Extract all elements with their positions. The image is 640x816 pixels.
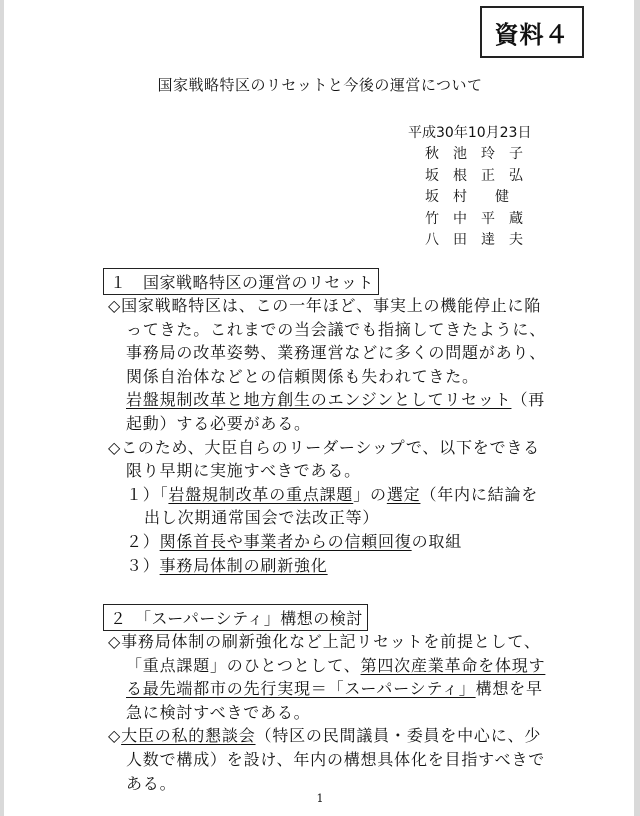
author-surname: 坂 根 [425, 167, 467, 184]
paragraph-text: ◇国家戦略特区は、この一年ほど、事実上の機能停止に陥ってきた。これまでの当会議でも指摘してきたように、事務局の改革姿勢、業務運営などに多くの問題があり、関係自治体などとの信頼関係も失われてきた。 [108, 296, 547, 386]
item-mid: の取組 [411, 531, 463, 551]
author-given: 平 蔵 [481, 210, 523, 227]
item-underlined: 事務局体制の刷新強化 [159, 555, 328, 575]
underlined-phrase: 第四次産業革命を体現する最先端都市の先行実現＝「スーパーシティ」 [126, 655, 546, 699]
author-name [425, 187, 523, 209]
document-title: 国家戦略特区のリセットと今後の運営について [157, 76, 483, 94]
item-pre: 「 [159, 484, 169, 504]
author-given: 正 弘 [481, 167, 523, 184]
author-given: 玲 子 [481, 146, 523, 162]
author-name [425, 230, 523, 252]
section-1-body [108, 294, 548, 577]
item-number: ２） [126, 531, 160, 551]
section-1-item-3 [108, 554, 548, 578]
document-label: 資料４ [480, 6, 584, 58]
section-2-paragraph-1 [108, 630, 548, 724]
item-underlined: 岩盤規制改革の重点課題 [168, 484, 354, 504]
paragraph-tail: 構想を早急に検討すべきである。 [126, 679, 543, 722]
author-name [425, 144, 523, 166]
document-date: 平成30年10月23日 [408, 125, 532, 141]
paragraph-tail: （特区の民間議員・委員を中心に、少人数で構成）を設け、年内の構想具体化を目指すべきである。 [126, 726, 546, 793]
paragraph-tail: （再起動）する必要がある。 [126, 390, 546, 433]
section-1-item-2 [108, 530, 548, 554]
section-2-heading: ２ 「スーパーシティ」構想の検討 [103, 604, 368, 631]
item-number: ３） [126, 555, 160, 575]
author-given: 達 夫 [481, 232, 523, 248]
section-2-body [108, 630, 548, 795]
item-underlined: 関係首長や事業者からの信頼回復 [159, 531, 412, 551]
author-surname: 八 田 [425, 232, 467, 248]
item-number: １） [126, 484, 160, 504]
item-underlined-2: 選定 [386, 484, 421, 504]
author-surname: 竹 中 [425, 210, 467, 227]
paragraph-pre: ◇事務局体制の刷新強化など上記リセットを前提として、「重点課題」のひとつとして、 [108, 632, 541, 675]
author-given: 健 [481, 189, 509, 205]
section-1-item-1 [108, 483, 548, 530]
author-list [425, 144, 523, 252]
paragraph-pre: ◇ [108, 726, 122, 746]
section-1-paragraph-2: ◇このため、大臣自らのリーダーシップで、以下をできる限り早期に実施すべきである。 [108, 437, 540, 481]
author-surname: 坂 村 [425, 189, 467, 205]
author-name [425, 166, 523, 188]
section-1-paragraph-1 [108, 294, 548, 436]
author-name [425, 209, 523, 231]
section-2-paragraph-2 [108, 724, 548, 795]
underlined-phrase: 大臣の私的懇談会 [121, 726, 256, 746]
author-surname: 秋 池 [425, 146, 467, 162]
item-tail: （年内に結論を出し次期通常国会で法改正等） [144, 484, 539, 528]
item-mid: 」の [353, 484, 387, 504]
section-1-heading: １ 国家戦略特区の運営のリセット [103, 268, 379, 295]
underlined-phrase: 岩盤規制改革と地方創生のエンジンとしてリセット [126, 390, 512, 410]
page-number: 1 [316, 792, 324, 805]
